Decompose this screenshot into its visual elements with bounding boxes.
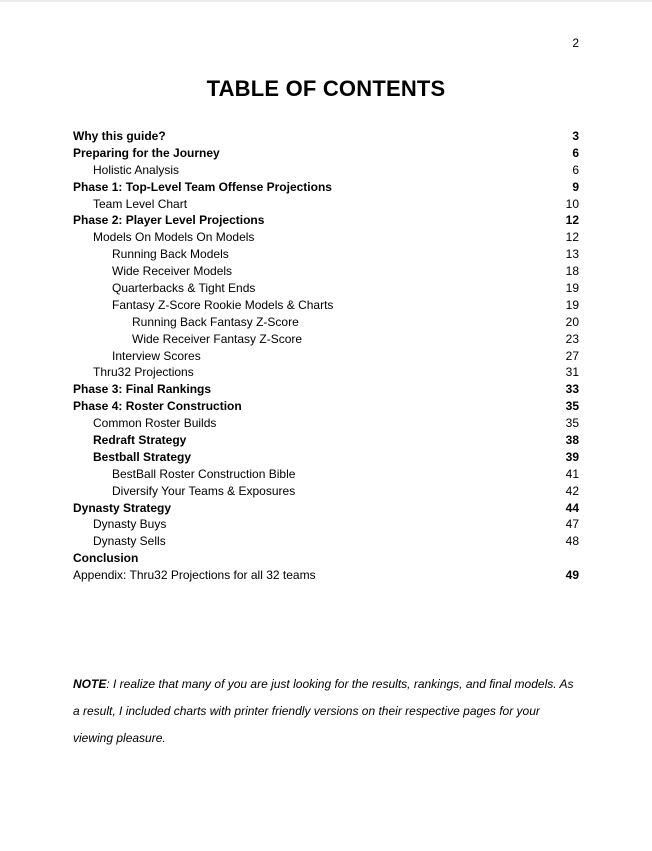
toc-entry-page[interactable]: 48 xyxy=(565,534,579,549)
toc-entry[interactable] xyxy=(73,128,579,145)
toc-entry[interactable] xyxy=(73,466,579,483)
toc-entry-page[interactable]: 18 xyxy=(565,264,579,279)
toc-entry-page[interactable]: 19 xyxy=(565,281,579,296)
toc-entry-label[interactable]: Bestball Strategy xyxy=(93,449,192,464)
toc-entry-page[interactable]: 44 xyxy=(565,500,579,515)
toc-entry[interactable] xyxy=(73,449,579,466)
toc-entry[interactable] xyxy=(73,550,579,567)
toc-entry-page[interactable]: 35 xyxy=(565,399,579,414)
toc-entry-page[interactable]: 23 xyxy=(565,331,579,346)
toc-entry-page[interactable]: 33 xyxy=(565,382,579,397)
toc-entry[interactable] xyxy=(73,229,579,246)
toc-entry-label[interactable]: Preparing for the Journey xyxy=(73,145,220,160)
toc-entry[interactable] xyxy=(73,533,579,550)
note-paragraph xyxy=(73,671,583,752)
toc-entry-page[interactable]: 13 xyxy=(565,247,579,262)
toc-entry-label[interactable]: Phase 4: Roster Construction xyxy=(73,399,242,414)
toc-entry-label[interactable]: Fantasy Z-Score Rookie Models & Charts xyxy=(112,297,334,312)
toc-entry-label[interactable]: Models On Models On Models xyxy=(93,230,255,245)
toc-entry[interactable] xyxy=(73,212,579,229)
toc-entry[interactable] xyxy=(73,246,579,263)
toc-entry-page[interactable]: 10 xyxy=(565,196,579,211)
toc-entry-label[interactable]: Dynasty Sells xyxy=(93,534,166,549)
toc-entry-label[interactable]: Common Roster Builds xyxy=(93,416,217,431)
toc-entry-page[interactable]: 19 xyxy=(565,297,579,312)
toc-entry-page[interactable]: 49 xyxy=(565,568,579,583)
toc-entry-label[interactable]: Wide Receiver Models xyxy=(112,264,233,279)
toc-entry-page[interactable]: 20 xyxy=(565,314,579,329)
toc-entry[interactable] xyxy=(73,500,579,517)
page-title: TABLE OF CONTENTS xyxy=(206,76,446,101)
toc-entry-page[interactable]: 38 xyxy=(565,433,579,448)
toc-entry[interactable] xyxy=(73,415,579,432)
toc-entry-page[interactable]: 41 xyxy=(565,466,579,481)
toc-entry[interactable] xyxy=(73,483,579,500)
toc-entry-page[interactable]: 6 xyxy=(572,162,579,177)
toc-entry[interactable] xyxy=(73,314,579,331)
toc-entry-page[interactable]: 9 xyxy=(572,179,579,194)
toc-entry-label[interactable]: Running Back Models xyxy=(112,247,229,262)
toc-entry-page[interactable]: 31 xyxy=(565,365,579,380)
page-number: 2 xyxy=(572,36,579,50)
toc-entry[interactable] xyxy=(73,162,579,179)
toc-entry-label[interactable]: Team Level Chart xyxy=(93,196,188,211)
toc-entry-label[interactable]: Phase 2: Player Level Projections xyxy=(73,213,265,228)
toc-entry[interactable] xyxy=(73,263,579,280)
toc-entry-label[interactable]: Diversify Your Teams & Exposures xyxy=(112,483,296,498)
toc-entry-label[interactable]: Running Back Fantasy Z-Score xyxy=(132,314,299,329)
toc-entry-page[interactable]: 42 xyxy=(565,483,579,498)
toc-entry[interactable] xyxy=(73,381,579,398)
toc-entry-label[interactable]: Holistic Analysis xyxy=(93,162,180,177)
toc-entry-page[interactable]: 47 xyxy=(565,517,579,532)
toc-entry[interactable] xyxy=(73,432,579,449)
page-top-edge xyxy=(0,0,652,2)
toc-entry[interactable] xyxy=(73,196,579,213)
toc-entry-label[interactable]: BestBall Roster Construction Bible xyxy=(112,466,296,481)
toc-entry-page[interactable]: 12 xyxy=(565,213,579,228)
toc-entry-label[interactable]: Phase 1: Top-Level Team Offense Projections xyxy=(73,179,332,194)
toc-entry-label[interactable]: Redraft Strategy xyxy=(93,433,187,448)
toc-entry[interactable] xyxy=(73,145,579,162)
toc-entry-label[interactable]: Thru32 Projections xyxy=(93,365,194,380)
toc-entry-label[interactable]: Phase 3: Final Rankings xyxy=(73,382,212,397)
toc-entry-page[interactable]: 12 xyxy=(565,230,579,245)
toc-entry-label[interactable]: Why this guide? xyxy=(73,129,166,143)
toc-entry-label[interactable]: Conclusion xyxy=(73,551,139,566)
toc-entry[interactable] xyxy=(73,567,579,584)
toc-entry-page[interactable]: 39 xyxy=(565,449,579,464)
note-label: NOTE xyxy=(73,677,107,691)
toc-entry-page[interactable]: 6 xyxy=(572,145,579,160)
toc-entry-page[interactable]: 35 xyxy=(565,416,579,431)
toc-entry-label[interactable]: Appendix: Thru32 Projections for all 32 teams xyxy=(73,568,316,583)
toc-entry[interactable] xyxy=(73,348,579,365)
toc-entry[interactable] xyxy=(73,297,579,314)
toc-entry-page[interactable]: 27 xyxy=(565,348,579,363)
toc-entry-label[interactable]: Dynasty Buys xyxy=(93,517,167,532)
toc-entry[interactable] xyxy=(73,280,579,297)
note-text: : I realize that many of you are just looking for the results, rankings, and final models. As a result, I included charts with printer friendly versions on their respective pages for your viewing pleasure. xyxy=(73,677,574,745)
toc-entry[interactable] xyxy=(73,331,579,348)
toc-entry-page[interactable]: 3 xyxy=(572,129,579,143)
toc-entry[interactable] xyxy=(73,516,579,533)
toc-entry-label[interactable]: Wide Receiver Fantasy Z-Score xyxy=(132,331,303,346)
table-of-contents xyxy=(73,128,579,584)
toc-entry-label[interactable]: Quarterbacks & Tight Ends xyxy=(112,281,256,296)
toc-entry-label[interactable]: Dynasty Strategy xyxy=(73,500,172,515)
toc-entry-label[interactable]: Interview Scores xyxy=(112,348,201,363)
toc-entry[interactable] xyxy=(73,179,579,196)
toc-entry[interactable] xyxy=(73,398,579,415)
toc-entry[interactable] xyxy=(73,364,579,381)
